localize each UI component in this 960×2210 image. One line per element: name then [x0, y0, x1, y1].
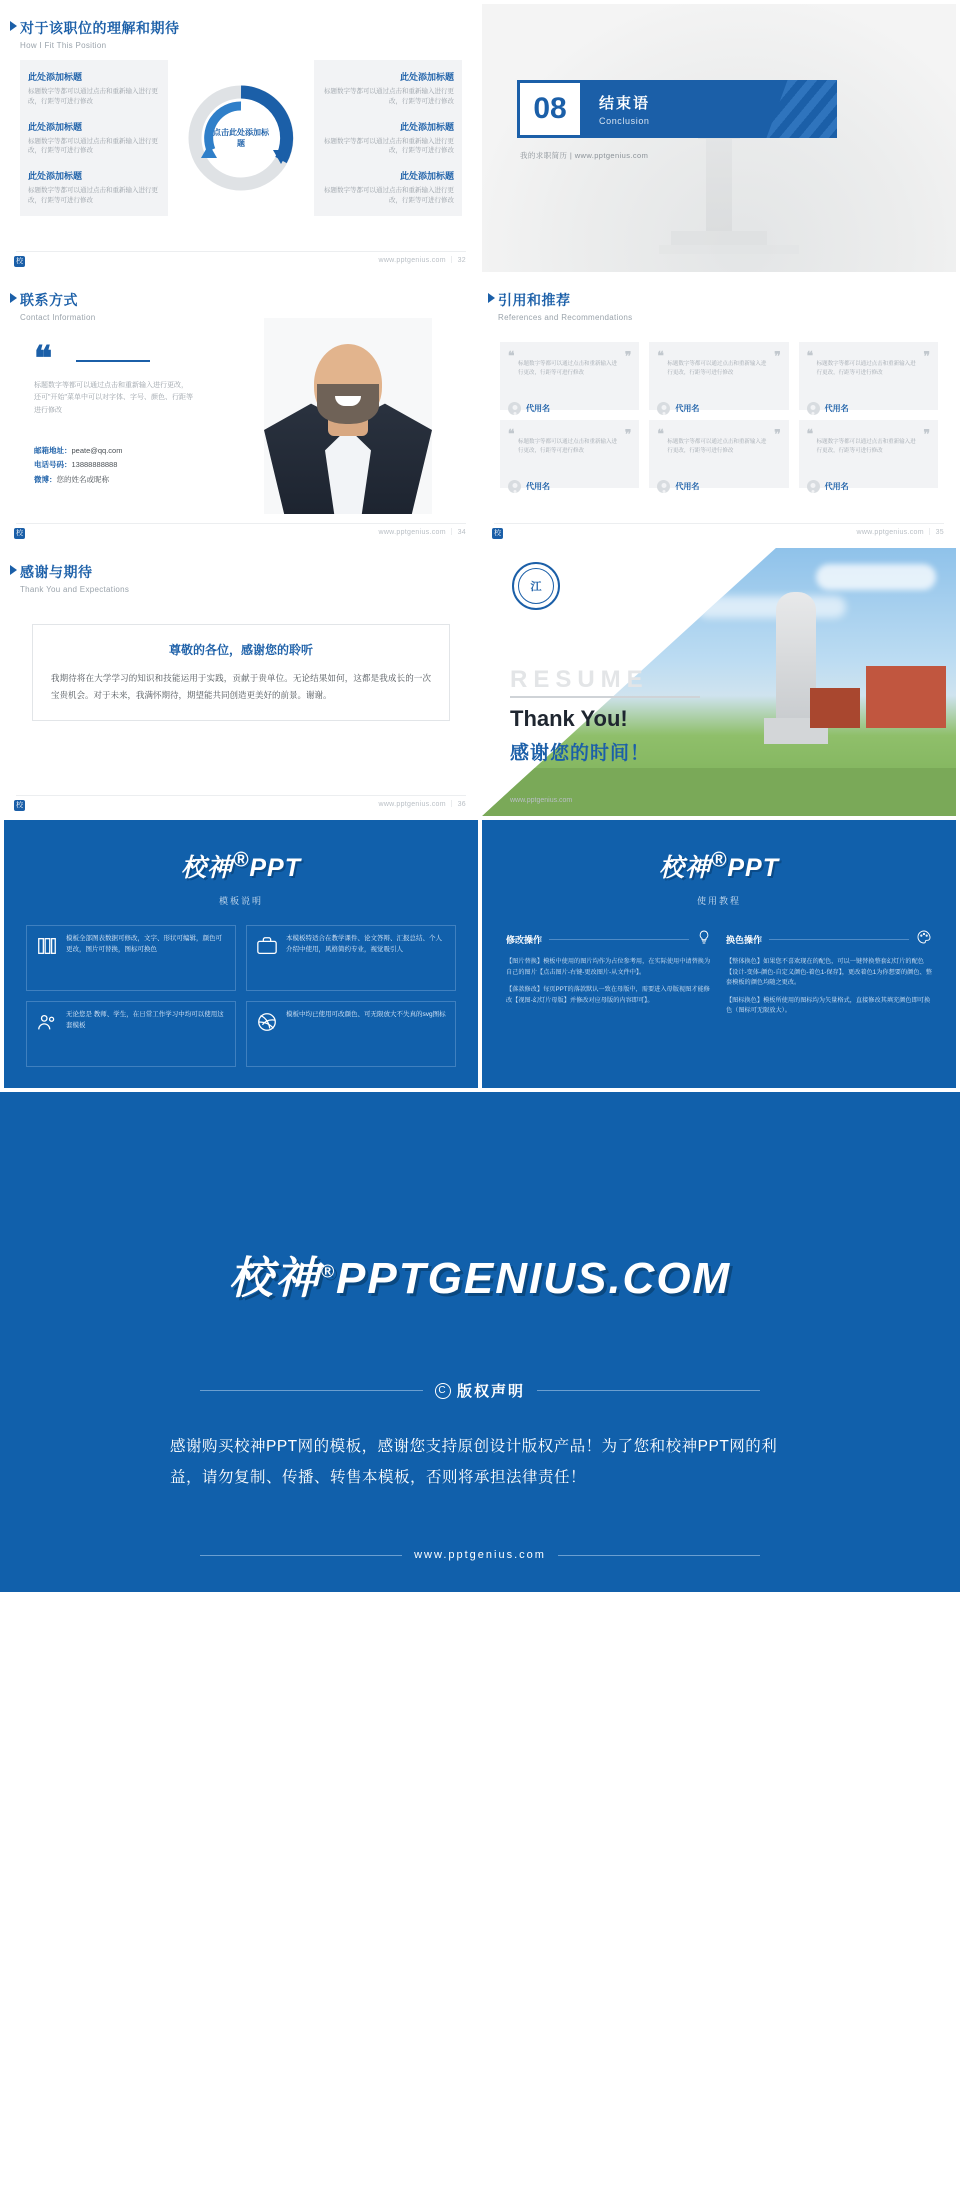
item-text: 标题数字等都可以通过点击和重新输入进行更改，行距等可进行修改 [324, 88, 454, 105]
slide-footer: www.pptgenius.com ｜ 34 [378, 529, 466, 536]
brand-registered-mark: ® [711, 848, 728, 872]
item-title: 此处添加标题 [28, 121, 83, 132]
title-arrow-icon [10, 21, 17, 31]
tutorial-title: 换色操作 [726, 935, 763, 945]
brand-badge-icon: 校 [16, 530, 23, 537]
page-title: 联系方式 [20, 292, 78, 308]
reference-author [807, 480, 930, 493]
copyright-heading [435, 1380, 525, 1401]
portrait-photo [264, 318, 432, 514]
slide-footer: www.pptgenius.com ｜ 36 [378, 801, 466, 808]
brand-logo [4, 848, 478, 884]
slide-32-body [4, 50, 478, 216]
feature-text: 本模板特适合在教学课件、论文答辩、汇报总结、个人介绍中使用，风格简约专业，视觉吸引人 [286, 935, 442, 953]
contact-value: 13888888888 [71, 460, 118, 470]
list-item [322, 120, 454, 157]
slide-32-position-understanding[interactable] [4, 4, 478, 272]
contact-list [34, 444, 122, 487]
list-item [34, 473, 122, 487]
feature-card [26, 1001, 236, 1067]
slide-footer: www.pptgenius.com ｜ 35 [856, 529, 944, 536]
copyright-label: 版权声明 [457, 1383, 526, 1400]
quote-open-icon: ❝ [657, 349, 664, 363]
section-number: 08 [517, 80, 583, 138]
reference-text: 标题数字等都可以通过点击和重新输入进行更改，行距等可进行修改 [667, 439, 767, 454]
divider [16, 523, 466, 524]
left-column [20, 60, 168, 216]
slide-36-header [4, 548, 478, 594]
divider [537, 1390, 760, 1391]
tutorial-block [724, 925, 934, 1028]
tutorial-title: 修改操作 [506, 935, 543, 945]
watermark-text: RESUME [510, 666, 649, 693]
reference-name: 代用名 [675, 403, 700, 413]
feature-card [246, 1001, 456, 1067]
slide-37-thank-you-cover[interactable] [482, 548, 956, 816]
list-item [322, 70, 454, 107]
list-item [34, 444, 122, 458]
section-caption: 使用教程 [696, 896, 741, 906]
list-item [322, 169, 454, 206]
divider [494, 523, 944, 524]
divider [549, 939, 689, 940]
tutorial-paragraph: 【图片替换】模板中使用的图片均作为占位参考用，在实际使用中请替换为自己的图片【点击图片-右键-更改图片-从文件中】。 [506, 958, 711, 976]
feature-text: 模板全部图表数据可修改，文字、形状可编辑，颜色可更改，图片可替换，图标可换色 [66, 935, 222, 953]
item-title: 此处添加标题 [28, 72, 83, 82]
item-title: 此处添加标题 [28, 171, 83, 181]
reference-text: 标题数字等都可以通过点击和重新输入进行更改，行距等可进行修改 [518, 439, 618, 454]
slide-33-section-conclusion[interactable] [482, 4, 956, 272]
item-title: 此处添加标题 [399, 121, 454, 132]
ring-graphic [183, 80, 299, 196]
quote-mark-icon: ❝ [34, 341, 53, 378]
reference-name: 代用名 [824, 481, 849, 491]
reference-card [799, 420, 938, 491]
feature-text: 无论您是 教师、学生，在日常工作学习中均可以使用这套模板 [66, 1011, 224, 1029]
item-text: 标题数字等都可以通过点击和重新输入进行更改，行距等可进行修改 [28, 137, 158, 155]
quote-open-icon: ❝ [806, 349, 814, 363]
divider [558, 1555, 760, 1556]
reference-card [500, 342, 639, 413]
quote-open-icon: ❝ [806, 427, 814, 441]
slide-grid [0, 0, 960, 1092]
reference-author [657, 402, 780, 415]
slide-34-header [4, 276, 478, 322]
palette-icon [916, 929, 932, 950]
item-title: 此处添加标题 [399, 171, 454, 181]
reference-author [508, 480, 631, 493]
reference-card [799, 342, 938, 413]
section-banner [517, 80, 837, 138]
reference-card-grid [482, 322, 956, 491]
divider [76, 360, 150, 362]
reference-card [649, 342, 788, 413]
tutorial-grid [482, 907, 956, 1028]
list-item [28, 70, 160, 107]
reference-author [657, 480, 780, 493]
ring-center-label: 点击此处添加标题 [213, 127, 269, 148]
page-subtitle: Contact Information [20, 313, 96, 322]
brand-registered-mark: ® [320, 1261, 337, 1282]
thanks-box [32, 624, 450, 721]
brand-logo-ppt: PPTGENIUS.COM [336, 1254, 732, 1303]
brand-logo-cn: 校神 [228, 1254, 321, 1303]
quote-close-icon: ❞ [774, 427, 781, 441]
tutorial-paragraph: 【落款修改】每页PPT的落款默认一致在母版中，需要进入母版视图才能修改【视图-幻灯片母版】并修改对应母版的内容即可】。 [506, 986, 710, 1004]
section-title-group [583, 92, 650, 126]
list-item [34, 458, 122, 472]
divider [200, 1555, 402, 1556]
cycle-diagram [174, 60, 308, 216]
brand-badge-icon: 校 [16, 802, 23, 809]
brand-logo-large [0, 1242, 960, 1306]
quote-open-icon: ❝ [657, 427, 664, 441]
brand-logo-group [482, 820, 956, 907]
quote-open-icon: ❝ [508, 427, 515, 441]
copyright-icon: C [435, 1383, 451, 1399]
reference-name: 代用名 [675, 481, 700, 491]
page-subtitle: How I Fit This Position [20, 41, 107, 50]
reference-card [649, 420, 788, 491]
briefcase-icon [255, 934, 279, 958]
contact-description: 标题数字等都可以通过点击和重新输入进行更改，还可"开始"菜单中可以对字体、字号、颜色、行距等进行修改 [34, 382, 193, 414]
contact-value: peate@qq.com [71, 446, 123, 455]
brand-logo-ppt: PPT [249, 854, 301, 882]
quote-close-icon: ❞ [624, 427, 632, 441]
seal-character: 江 [518, 568, 554, 604]
feature-text: 模板中均已使用可改颜色、可无限放大不失真的svg图标 [286, 1011, 446, 1018]
quote-close-icon: ❞ [923, 427, 930, 441]
avatar [657, 402, 670, 415]
page-subtitle: Thank You and Expectations [20, 585, 130, 594]
avatar [807, 402, 820, 415]
slide-35-references[interactable] [482, 276, 956, 544]
copyright-text: 感谢购买校神PPT网的模板，感谢您支持原创设计版权产品！为了您和校神PPT网的利益，请勿复制、传播、转售本模板，否则将承担法律责任！ [170, 1438, 778, 1486]
section-note: 我的求职简历 | www.pptgenius.com [520, 151, 649, 160]
contact-label: 邮箱地址： [34, 446, 72, 455]
brand-logo-ppt: PPT [727, 854, 779, 882]
divider [16, 795, 466, 796]
avatar [807, 480, 820, 493]
users-icon [35, 1010, 59, 1034]
slide-32-header [4, 4, 478, 50]
divider [510, 696, 700, 698]
quote-open-icon: ❝ [508, 349, 515, 363]
contact-label: 电话号码： [34, 460, 72, 470]
reference-text: 标题数字等都可以通过点击和重新输入进行更改，行距等可进行修改 [518, 361, 618, 376]
feature-card-grid [4, 907, 478, 1067]
bulb-icon [696, 929, 712, 950]
thanks-title-cn: 感谢您的时间！ [510, 743, 651, 764]
reference-name: 代用名 [824, 403, 849, 413]
section-title-cn: 结束语 [599, 95, 651, 112]
brand-registered-mark: ® [233, 848, 250, 872]
copyright-url-row [200, 1549, 760, 1561]
item-text: 标题数字等都可以通过点击和重新输入进行更改，行距等可进行修改 [324, 187, 454, 204]
slide-footer: www.pptgenius.com ｜ 32 [378, 257, 466, 264]
slide-36-thanks[interactable] [4, 548, 478, 816]
page-title: 对于该职位的理解和期待 [20, 20, 180, 36]
brand-logo [482, 848, 956, 884]
slide-usage-tutorial[interactable] [482, 820, 956, 1088]
list-item [28, 169, 160, 206]
university-seal-icon [512, 562, 560, 610]
page-title: 感谢与期待 [20, 564, 93, 580]
page-title: 引用和推荐 [498, 292, 571, 308]
tutorial-paragraph: 【图标换色】模板所使用的图标均为矢量格式，直接修改其填充颜色即可换色（图标可无限放大）。 [726, 996, 931, 1015]
item-text: 标题数字等都可以通过点击和重新输入进行更改，行距等可进行修改 [28, 88, 158, 105]
slide-footer: www.pptgenius.com [510, 797, 573, 804]
contact-label: 微博： [34, 474, 57, 484]
page-subtitle: References and Recommendations [498, 313, 633, 322]
divider [200, 1390, 423, 1391]
quote-close-icon: ❞ [624, 349, 632, 363]
item-text: 标题数字等都可以通过点击和重新输入进行更改，行距等可进行修改 [28, 187, 158, 204]
quote-close-icon: ❞ [923, 349, 930, 363]
tutorial-paragraph: 【整体换色】如果您不喜欢现在的配色，可以一键替换整套幻灯片的配色【设计-变体-颜色-自定义颜色-着色1-保存】，更改着色1为你想要的颜色、整套模板的颜色均随之更改。 [726, 958, 932, 987]
contact-value: 您的姓名或昵称 [56, 474, 109, 484]
slide-template-description[interactable] [4, 820, 478, 1088]
item-title: 此处添加标题 [399, 72, 454, 82]
reference-author [807, 402, 930, 415]
brand-badge-icon: 校 [16, 258, 23, 265]
brand-logo-cn: 校神 [659, 854, 712, 882]
quote-close-icon: ❞ [774, 349, 781, 363]
title-arrow-icon [10, 293, 17, 303]
thanks-heading: 尊敬的各位，感谢您的聆听 [168, 643, 313, 657]
copyright-heading-row [200, 1380, 760, 1401]
avatar [508, 480, 521, 493]
feature-card [246, 925, 456, 991]
reference-name: 代用名 [526, 481, 550, 491]
reference-name: 代用名 [526, 403, 550, 413]
reference-text: 标题数字等都可以通过点击和重新输入进行更改，行距等可进行修改 [667, 361, 767, 376]
reference-card [500, 420, 639, 491]
title-arrow-icon [488, 293, 495, 303]
tutorial-block-header [726, 929, 932, 950]
section-title-en: Conclusion [599, 116, 650, 126]
feature-card [26, 925, 236, 991]
list-item [28, 120, 160, 157]
divider [16, 251, 466, 252]
tutorial-block [504, 925, 714, 1028]
section-caption: 模板说明 [218, 896, 263, 906]
brand-url: www.pptgenius.com [414, 1549, 546, 1561]
divider [769, 939, 909, 940]
slide-34-contact[interactable] [4, 276, 478, 544]
item-text: 标题数字等都可以通过点击和重新输入进行更改，行距等可进行修改 [324, 137, 454, 155]
stripe-decoration [766, 80, 837, 138]
slide-35-header [482, 276, 956, 322]
avatar [508, 402, 521, 415]
thanks-title-en: Thank You! [510, 706, 628, 731]
reference-text: 标题数字等都可以通过点击和重新输入进行更改，行距等可进行修改 [816, 439, 916, 454]
brand-logo-group [4, 820, 478, 907]
right-column [314, 60, 462, 216]
title-arrow-icon [10, 565, 17, 575]
tutorial-block-header [506, 929, 712, 950]
layers-icon [35, 934, 59, 958]
copyright-section [0, 1092, 960, 1592]
reference-author [508, 402, 631, 415]
brand-badge-icon: 校 [494, 530, 501, 537]
thanks-body: 我期待将在大学学习的知识和技能运用于实践，贡献于贵单位。无论结果如何，这都是我成长的一次宝贵机会。对于未来，我满怀期待，期望能共同创造更美好的前景。谢谢。 [51, 673, 431, 700]
ball-icon [255, 1010, 279, 1034]
brand-logo-cn: 校神 [181, 854, 234, 882]
reference-text: 标题数字等都可以通过点击和重新输入进行更改，行距等可进行修改 [816, 361, 916, 376]
avatar [657, 480, 670, 493]
